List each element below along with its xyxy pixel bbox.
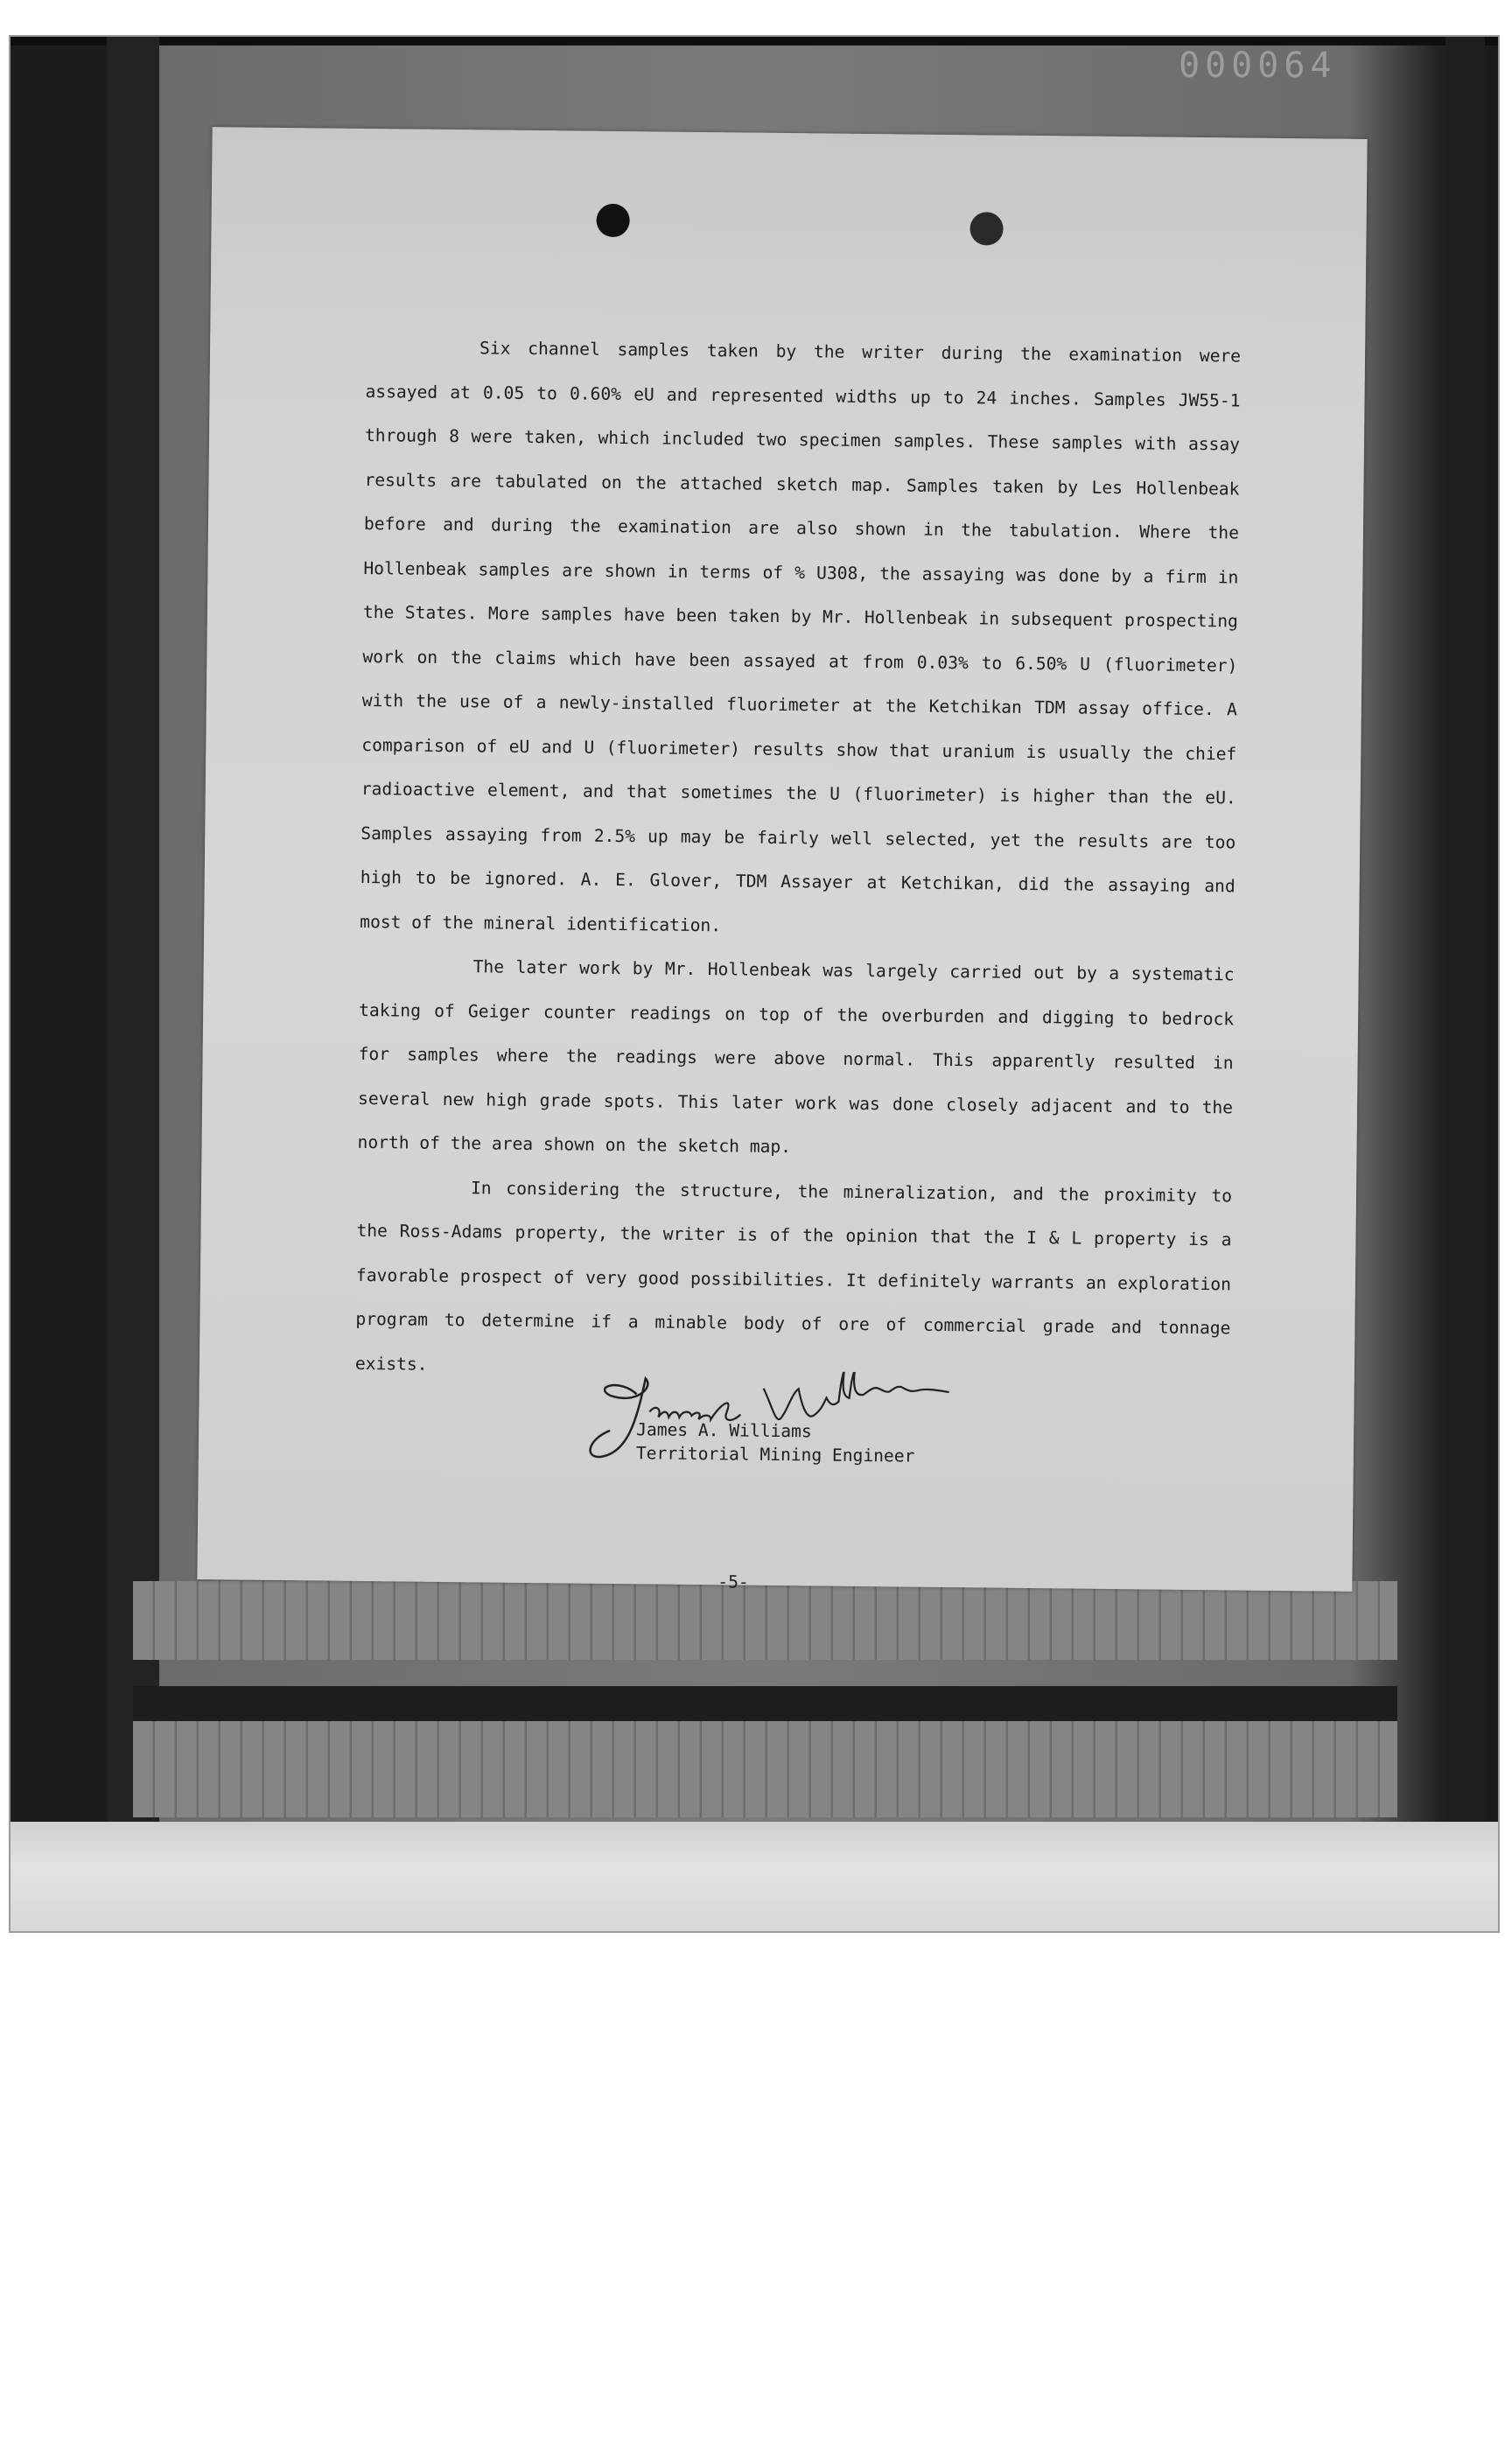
paragraph-3: In considering the structure, the mineralization, and the proximity to the Ross-Adams property, the writer is of the opinion that the I & L property is a favorable prospect of very good possibilities. It definitely warrants an exploration program to determine if a minable body of ore of commercial grade and tonnage exists. [354, 1177, 1233, 1375]
punch-hole-icon [596, 204, 629, 237]
paragraph-2: The later work by Mr. Hollenbeak was largely carried out by a systematic taking of Geiger counter readings on top of the overburden and digging to bedrock for samples where the readings were above normal. This apparently resulted in several new high grade spots. This later work was done closely adjacent and to the north of the area shown on the sketch map. [357, 956, 1235, 1158]
top-edge [10, 37, 1498, 46]
right-dark-strip [1446, 37, 1485, 1822]
wood-panel [133, 1581, 1397, 1660]
wood-panel-lower [133, 1721, 1397, 1817]
punch-hole-icon [970, 212, 1003, 245]
signer-name: James A. Williams [636, 1419, 812, 1442]
page-number: -5- [718, 1572, 749, 1592]
stamp-number: 000064 [1179, 46, 1337, 86]
dark-band [133, 1686, 1397, 1721]
paragraph-1: Six channel samples taken by the writer during the examination were assayed at 0.05 to 0.60% eU and represented widths up to 24 inches. Samples JW55-1 through 8 were taken, which included two specimen samples. These samples with assay results are tabulated on the attached sketch map. Samples taken by Les Hollenbeak before and during the examination are also shown in the tabulation. Where the Hollenbeak samples are shown in terms of % U308, the assaying was done by a firm in the States. More samples have been taken by Mr. Hollenbeak in subsequent prospecting work on the claims which have been assayed at from 0.03% to 6.50% U (fluorimeter) with the use of a newly-installed fluorimeter at the Ketchikan TDM assay office. A comparison of eU and U (fluorimeter) results show that uranium is usually the chief radioactive element, and that sometimes the U (fluorimeter) is higher than the eU. Samples assaying from 2.5% up may be fairly well selected, yet the results are too high to be ignored. A. E. Glover, TDM Assayer at Ketchikan, did the assaying and most of the mineral identification. [360, 338, 1242, 935]
left-dark-strip [107, 37, 159, 1822]
signature-block [636, 1418, 915, 1467]
microfilm-frame [9, 35, 1500, 1933]
signer-title: Territorial Mining Engineer [635, 1443, 915, 1466]
document-page [197, 127, 1367, 1592]
body-text [355, 326, 1242, 1395]
bottom-light-strip [10, 1822, 1498, 1931]
